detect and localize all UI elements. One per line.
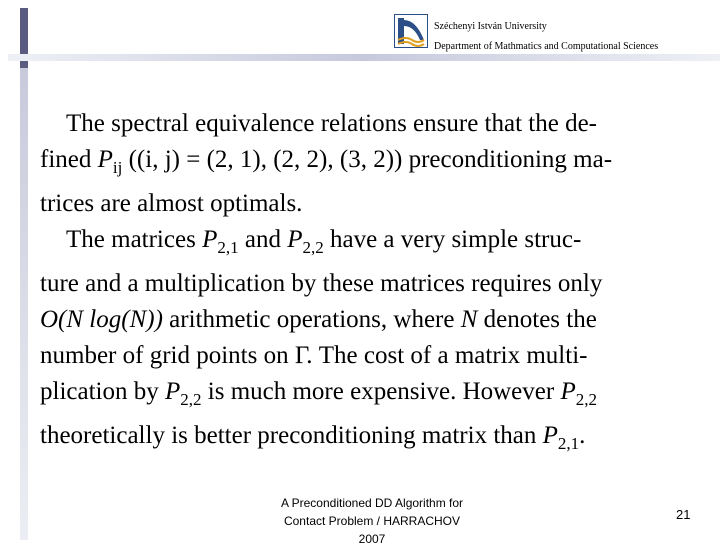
- paragraph-2: [40, 222, 718, 266]
- footer-line-1: A Preconditioned DD Algorithm for: [280, 496, 464, 510]
- p2-f-subscript-21: 2,1: [557, 434, 580, 453]
- p2-line-e-mid: is much more expensive. However: [201, 378, 561, 405]
- p1-math-tuple: ((i, j) = (2, 1), (2, 2), (3, 2)): [122, 146, 409, 173]
- paragraph-1: [40, 106, 718, 222]
- university-bridge-logo-icon: [394, 14, 428, 48]
- p2-line-a-post: have a very simple struc-: [323, 226, 582, 253]
- p2-e-subscript-22: 2,2: [180, 390, 202, 409]
- p2-P21: P: [202, 226, 218, 253]
- p2-e-subscript-22b: 2,2: [575, 390, 597, 409]
- p2-and: and: [238, 226, 288, 253]
- p2-line-e-pre: plication by: [40, 378, 165, 405]
- p2-line-c-post: denotes the: [477, 306, 597, 333]
- p2-e-P22b: P: [560, 378, 576, 405]
- p1-line-b-post: preconditioning ma-: [408, 146, 613, 173]
- p1-line-a: The spectral equivalence relations ensure that the de-: [66, 110, 598, 137]
- university-name: Széchenyi István University: [434, 21, 547, 32]
- p2-e-P22: P: [164, 378, 181, 405]
- paragraph-2-cont: [40, 266, 718, 462]
- p1-P: P: [97, 146, 113, 173]
- footer-line-3: 2007: [358, 532, 386, 546]
- p2-line-b: ture and a multiplication by these matrices requires only: [40, 270, 603, 297]
- p1-line-b-pre: fined: [40, 146, 98, 173]
- p2-P22: P: [287, 226, 303, 253]
- p1-line-c: trices are almost optimals.: [40, 190, 303, 217]
- p2-f-P21: P: [542, 422, 558, 449]
- p2-line-f-pre: theoretically is better preconditioning matrix than: [40, 422, 543, 449]
- slide-body: [40, 106, 718, 462]
- left-accent-bar: [20, 68, 28, 540]
- p2-subscript-21: 2,1: [217, 238, 239, 257]
- p1-subscript-ij: ij: [112, 158, 123, 177]
- p2-N: N: [460, 306, 478, 333]
- department-name: Department of Mathmatics and Computational Sciences: [434, 41, 659, 52]
- p2-line-c-mid: arithmetic operations, where: [162, 306, 461, 333]
- p2-line-d: number of grid points on Γ. The cost of a matrix multi-: [40, 342, 588, 369]
- footer-line-2: Contact Problem / HARRACHOV: [283, 514, 461, 528]
- header-divider-bar: [8, 54, 720, 61]
- p2-line-f-end: .: [579, 422, 586, 449]
- p2-complexity: O(N log(N)): [40, 306, 163, 333]
- p2-subscript-22: 2,2: [302, 238, 324, 257]
- page-number: 21: [676, 507, 691, 522]
- p2-line-a-pre: The matrices: [66, 226, 203, 253]
